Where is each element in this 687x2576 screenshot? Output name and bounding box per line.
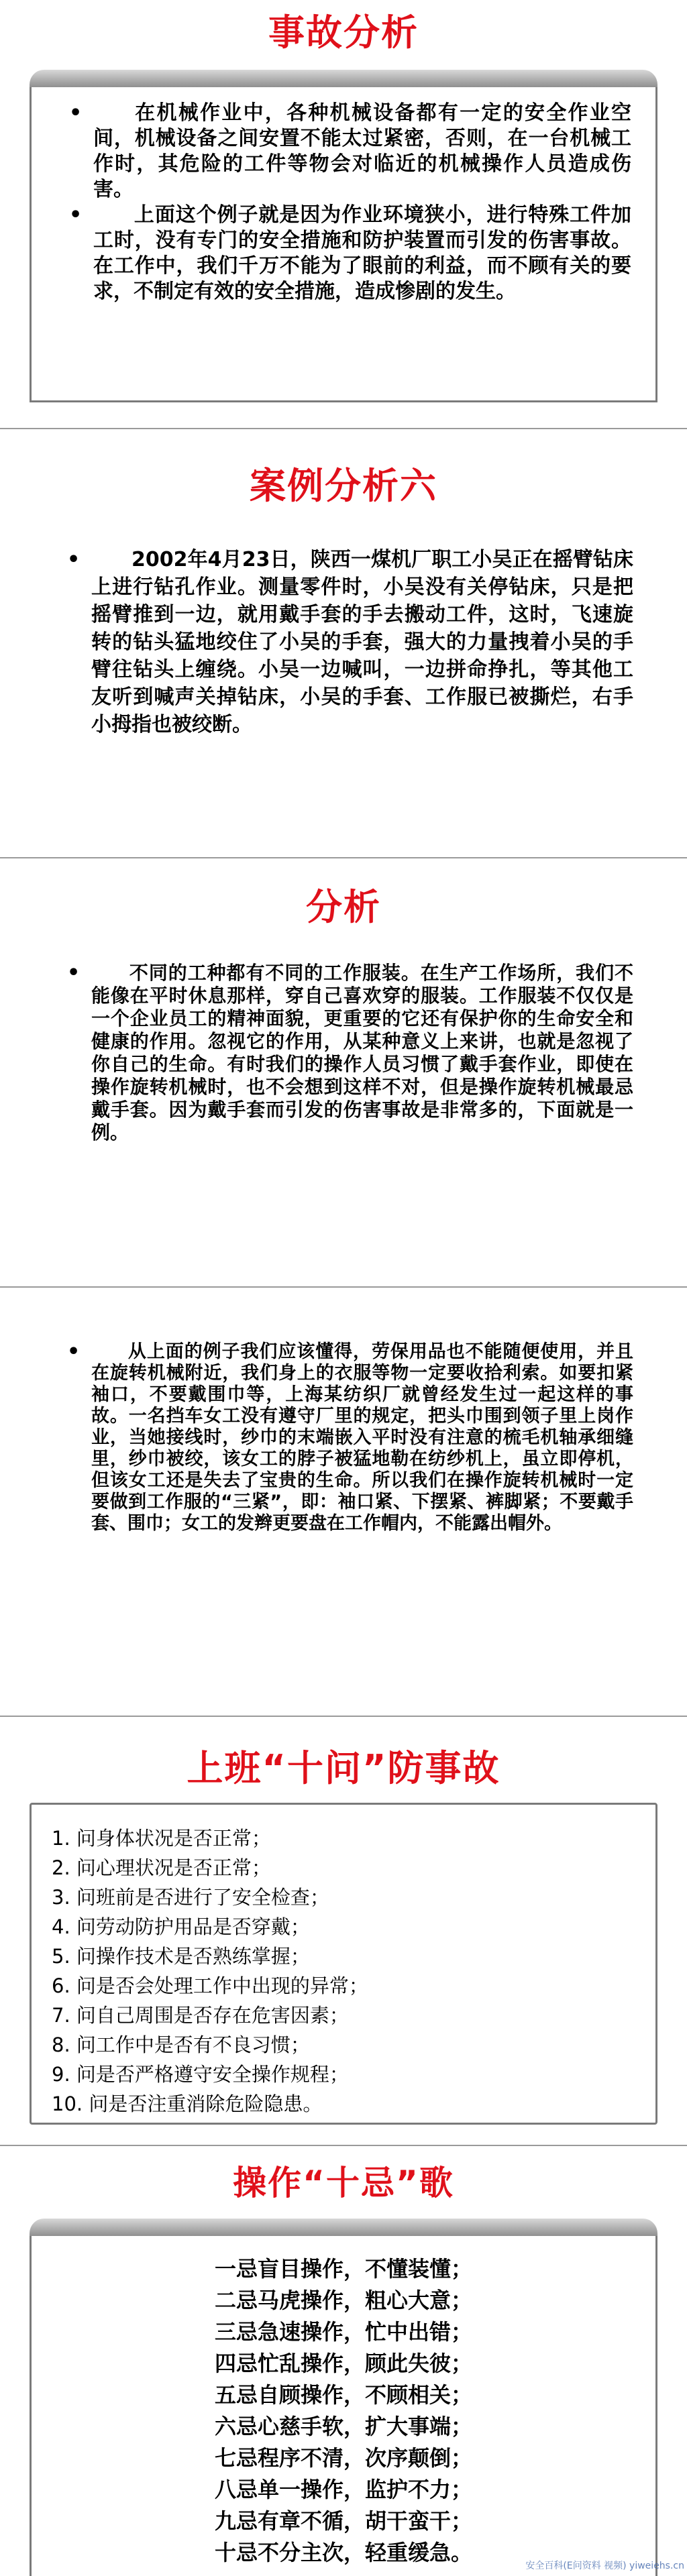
- list-item: 1. 问身体状况是否正常；: [52, 1827, 271, 1850]
- bullet-icon: •: [67, 1340, 81, 1363]
- list-item: 十忌不分主次，轻重缓急。: [214, 2540, 472, 2565]
- slide-case-six: [0, 429, 687, 858]
- bullet-icon: •: [67, 961, 81, 985]
- list-item: 八忌单一操作，监护不力；: [214, 2477, 472, 2502]
- watermark: 安全百科(E问资料 视频) yiweiehs.cn: [525, 2561, 684, 2571]
- list-item: 七忌程序不清，次序颠倒；: [214, 2445, 472, 2471]
- list-item: 3. 问班前是否进行了安全检查；: [52, 1886, 329, 1909]
- list-item: 2. 问心理状况是否正常；: [52, 1856, 271, 1879]
- slide-accident-analysis: [0, 0, 687, 429]
- list-item: 6. 问是否会处理工作中出现的异常；: [52, 1974, 368, 1997]
- title-bar: [30, 70, 657, 87]
- paragraph: • 不同的工种都有不同的工作服装。在生产工作场所，我们不能像在平时休息那样，穿自己喜欢穿的服装。工作服装不仅仅是一个企业员工的精神面貌，更重要的它还有保护你的生命安全和健康的作用。忽视它的作用，从某种意义上来讲，也就是忽视了你自己的生命。有时我们的操作人员习惯了戴手套作业，即使在操作旋转机械时，也不会想到这样不对，但是操作旋转机械最忌戴手套。因为戴手套而引发的伤害事故是非常多的，下面就是一例。: [67, 961, 633, 1143]
- paragraph: • 2002年4月23日，陕西一煤机厂职工小吴正在摇臂钻床上进行钻孔作业。测量零件时，小吴没有关停钻床，只是把摇臂推到一边，就用戴手套的手去搬动工件，这时，飞速旋转的钻头猛地绞住了小吴的手套，强大的力量拽着小吴的手臂往钻头上缠绕。小吴一边喊叫，一边拼命挣扎，等其他工友听到喊声关掉钻床，小吴的手套、工作服已被撕烂，右手小拇指也被绞断。: [91, 546, 633, 738]
- slide-title: 事故分析: [268, 11, 419, 54]
- bullet-icon: •: [67, 548, 81, 571]
- list-item: 三忌急速操作，忙中出错；: [214, 2319, 472, 2345]
- question-list: [30, 1803, 657, 2125]
- list-item: 4. 问劳动防护用品是否穿戴；: [52, 1915, 310, 1938]
- content-box: [30, 946, 657, 1261]
- taboo-list: [30, 2236, 657, 2576]
- content-box: [30, 87, 657, 402]
- slide-title: 上班“十问”防事故: [187, 1747, 500, 1789]
- list-item: 二忌马虎操作，粗心大意；: [214, 2288, 472, 2313]
- bullet-icon: •: [69, 203, 83, 227]
- list-item: 7. 问自己周围是否存在危害因素；: [52, 2004, 349, 2027]
- slide-title: 分析: [306, 886, 381, 928]
- title-bar: [30, 2219, 657, 2236]
- slide-title: 案例分析六: [250, 465, 437, 507]
- slide-ten-questions: [0, 1717, 687, 2146]
- list-item: 8. 问工作中是否有不良习惯；: [52, 2033, 310, 2056]
- list-item: 一忌盲目操作，不懂装懂；: [214, 2256, 472, 2282]
- list-item: 五忌自顾操作，不顾相关；: [214, 2382, 472, 2408]
- paragraph: • 从上面的例子我们应该懂得，劳保用品也不能随便使用，并且在旋转机械附近，我们身上的衣服等物一定要收拾利索。如要扣紧袖口，不要戴围巾等，上海某纺织厂就曾经发生过一起这样的事故。一名挡车女工没有遵守厂里的规定，把头巾围到领子里上岗作业，当她接线时，纱巾的末端嵌入平时没有注意的梳毛机轴承细缝里，纱巾被绞，该女工的脖子被猛地勒在纺纱机上，虽立即停机，但该女工还是失去了宝贵的生命。所以我们在操作旋转机械时一定要做到工作服的“三紧”，即：袖口紧、下摆紧、裤脚紧；不要戴手套、围巾；女工的发辫更要盘在工作帽内，不能露出帽外。: [67, 1340, 633, 1534]
- slide-analysis: [0, 858, 687, 1288]
- paragraph: • 在机械作业中，各种机械设备都有一定的安全作业空间，机械设备之间安置不能太过紧密，否则，在一台机械工作时，其危险的工件等物会对临近的机械操作人员造成伤害。: [69, 101, 631, 201]
- list-item: 10. 问是否注重消除危险隐患。: [52, 2092, 323, 2115]
- paragraph: • 上面这个例子就是因为作业环境狭小，进行特殊工件加工时，没有专门的安全措施和防护装置而引发的伤害事故。在工作中，我们千万不能为了眼前的利益，而不顾有关的要求，不制定有效的安全措施，造成惨剧的发生。: [69, 203, 631, 303]
- slide-lesson: [0, 1288, 687, 1717]
- list-item: 四忌忙乱操作，顾此失彼；: [214, 2351, 472, 2376]
- list-item: 九忌有章不循，胡干蛮干；: [214, 2508, 472, 2534]
- list-item: 六忌心慈手软，扩大事端；: [214, 2414, 472, 2439]
- content-box: [30, 1328, 657, 1703]
- bullet-icon: •: [69, 101, 83, 125]
- slide-title: 操作“十忌”歌: [233, 2164, 454, 2202]
- slide-ten-taboos: [0, 2146, 687, 2576]
- list-item: 5. 问操作技术是否熟练掌握；: [52, 1945, 310, 1968]
- list-item: 9. 问是否严格遵守安全操作规程；: [52, 2063, 349, 2086]
- content-box: [30, 523, 657, 818]
